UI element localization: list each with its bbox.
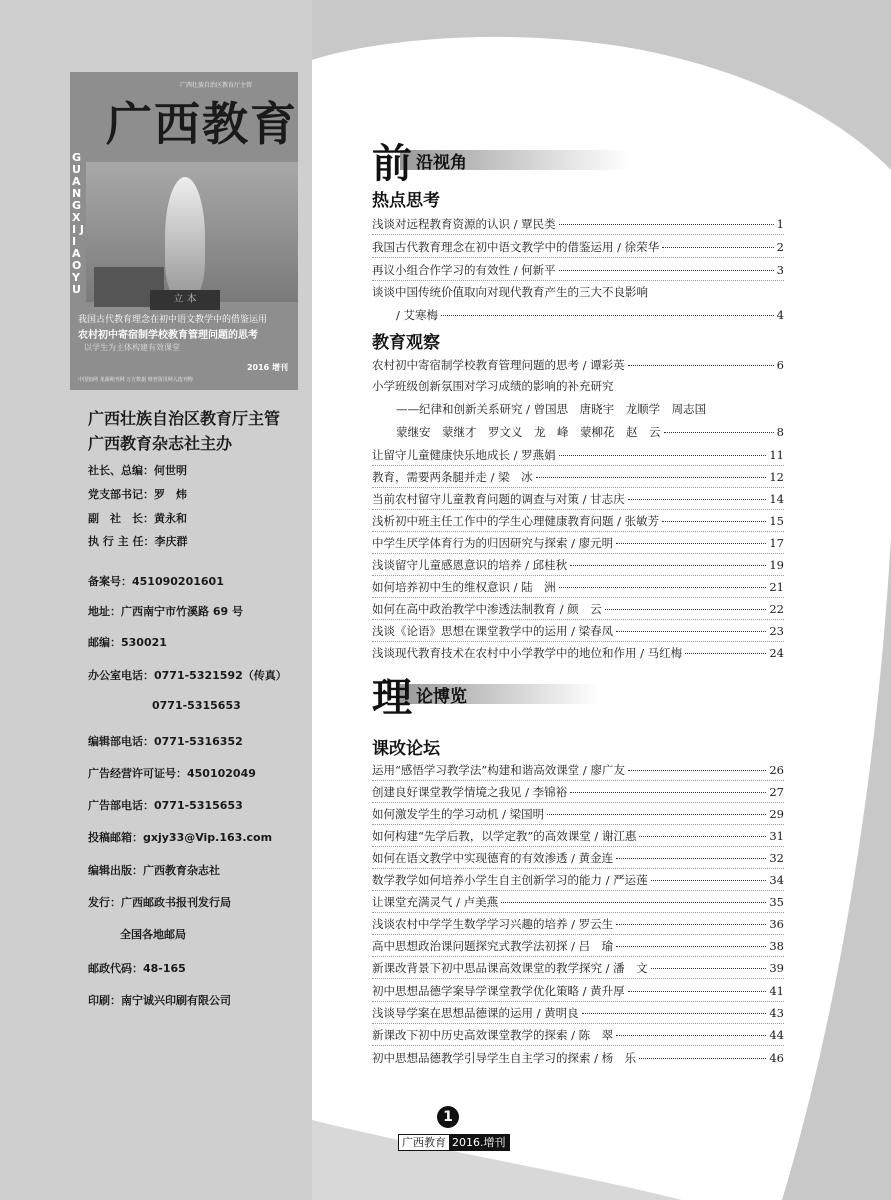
toc-entry[interactable]: 浅谈导学案在思想品德课的运用 / 黄明良 43 <box>372 1006 784 1020</box>
cover-vertical-text: GUANGXI JIAOYU <box>72 151 85 296</box>
toc-entry[interactable]: 农村初中寄宿制学校教育管理问题的思考 / 谭彩英 6 <box>372 358 784 372</box>
toc-entry[interactable]: 浅谈农村中学学生数学学习兴趣的培养 / 罗云生 36 <box>372 917 784 931</box>
staff-line: 副 社 长：黄永和 <box>88 512 187 525</box>
toc-entry[interactable]: 初中思想品德学案导学课堂教学优化策略 / 黄升厚 41 <box>372 984 784 998</box>
divider <box>372 597 784 598</box>
section-title: 沿视角 <box>416 153 467 173</box>
toc-entry[interactable]: 如何在高中政治教学中渗透法制教育 / 颜 云 22 <box>372 602 784 616</box>
section-title-big-char: 理 <box>372 674 412 721</box>
info-line: 投稿邮箱：gxjy33@Vip.163.com <box>88 831 273 844</box>
divider <box>372 257 784 258</box>
divider <box>372 890 784 891</box>
footer-issue: 2016.增刊 <box>449 1135 509 1150</box>
cover-headline-1: 我国古代教育理念在初中语文教学中的借鉴运用 <box>78 315 268 325</box>
footer-journal-tag <box>398 1134 510 1151</box>
divider <box>372 846 784 847</box>
divider <box>372 912 784 913</box>
divider <box>372 487 784 488</box>
divider <box>372 956 784 957</box>
toc-entry[interactable]: 浅谈对远程教育资源的认识 / 覃民类 1 <box>372 217 784 231</box>
info-line: 地址：广西南宁市竹溪路 69 号 <box>88 605 243 618</box>
info-line: 办公室电话：0771-5321592（传真） <box>88 669 287 682</box>
toc-entry[interactable]: 我国古代教育理念在初中语文教学中的借鉴运用 / 徐荣华 2 <box>372 240 784 254</box>
subsection-heading: 教育观察 <box>372 333 440 353</box>
toc-entry[interactable]: 浅谈现代教育技术在农村中小学教学中的地位和作用 / 马红梅 24 <box>372 646 784 660</box>
toc-entry[interactable]: 让课堂充满灵气 / 卢美燕 35 <box>372 895 784 909</box>
divider <box>372 234 784 235</box>
divider <box>372 509 784 510</box>
section-title: 论博览 <box>416 687 467 707</box>
info-line: 备案号：451090201601 <box>88 575 224 588</box>
divider <box>372 802 784 803</box>
staff-line: 执 行 主 任：李庆群 <box>88 535 188 548</box>
toc-entry[interactable]: 浅析初中班主任工作中的学生心理健康教育问题 / 张敏芳 15 <box>372 514 784 528</box>
toc-entry[interactable]: 新课改下初中历史高效课堂教学的探索 / 陈 翠 44 <box>372 1028 784 1042</box>
toc-entry[interactable]: 如何在语文教学中实现德育的有效渗透 / 黄金连 32 <box>372 851 784 865</box>
divider <box>372 531 784 532</box>
toc-entry[interactable]: 新课改背景下初中思品课高效课堂的教学探究 / 潘 文 39 <box>372 961 784 975</box>
toc-entry[interactable]: 当前农村留守儿童教育问题的调查与对策 / 甘志庆 14 <box>372 492 784 506</box>
info-line: 广告部电话：0771-5315653 <box>88 799 243 812</box>
divider <box>372 1023 784 1024</box>
toc-entry[interactable]: 蒙继安 蒙继才 罗文义 龙 峰 蒙柳花 赵 云 8 <box>396 425 784 439</box>
info-line: 广告经营许可证号：450102049 <box>88 767 256 780</box>
subsection-heading: 课改论坛 <box>372 739 440 759</box>
toc-entry[interactable]: 浅谈《论语》思想在课堂教学中的运用 / 梁春凤 23 <box>372 624 784 638</box>
info-line: 编辑部电话：0771-5316352 <box>88 735 243 748</box>
toc-entry[interactable]: 浅谈留守儿童感恩意识的培养 / 邱桂秋 19 <box>372 558 784 572</box>
info-line: 全国各地邮局 <box>120 928 186 941</box>
toc-entry-title[interactable]: 小学班级创新氛围对学习成绩的影响的补充研究 <box>372 379 614 393</box>
divider <box>372 780 784 781</box>
divider <box>372 575 784 576</box>
toc-entry[interactable]: 再议小组合作学习的有效性 / 何新平 3 <box>372 263 784 277</box>
divider <box>372 280 784 281</box>
divider <box>372 619 784 620</box>
cover-statue <box>165 177 205 297</box>
sponsor-line: 广西壮族自治区教育厅主管 <box>88 409 281 428</box>
cover-top-text: 广西壮族自治区教育厅主管 <box>180 82 253 89</box>
cover-headline-2: 农村初中寄宿制学校教育管理问题的思考 <box>78 330 258 341</box>
divider <box>372 465 784 466</box>
cover-statue-label: 立 本 <box>150 290 220 310</box>
toc-entry[interactable]: / 艾寒梅 4 <box>396 308 784 322</box>
cover-headline-3: 以学生为主体构建有效课堂 <box>84 343 180 352</box>
toc-entry[interactable]: 创建良好课堂教学情境之我见 / 李锦裕 27 <box>372 785 784 799</box>
info-line: 0771-5315653 <box>152 699 241 712</box>
subsection-heading: 热点思考 <box>372 191 440 211</box>
divider <box>372 641 784 642</box>
info-line: 编辑出版：广西教育杂志社 <box>88 864 220 877</box>
toc-entry[interactable]: 如何培养初中生的维权意识 / 陆 洲 21 <box>372 580 784 594</box>
toc-entry[interactable]: 高中思想政治课问题探究式教学法初探 / 吕 瑜 38 <box>372 939 784 953</box>
info-line: 邮政代码：48-165 <box>88 962 186 975</box>
staff-line: 社长、总编：何世明 <box>88 464 187 477</box>
info-line: 发行：广西邮政书报刊发行局 <box>88 896 231 909</box>
cover-image <box>70 72 298 390</box>
toc-entry[interactable]: 让留守儿童健康快乐地成长 / 罗燕娟 11 <box>372 448 784 462</box>
toc-entry[interactable]: 如何构建“先学后教，以学定教”的高效课堂 / 谢江惠 31 <box>372 829 784 843</box>
toc-entry[interactable]: 教育，需要两条腿并走 / 梁 冰 12 <box>372 470 784 484</box>
toc-entry[interactable]: 中学生厌学体育行为的归因研究与探索 / 廖元明 17 <box>372 536 784 550</box>
cover-logo: 广西教育 <box>106 97 298 151</box>
cover-bottom-text: 中国知网 龙源期刊网 万方数据 维普资讯网入选刊物 <box>78 377 193 383</box>
divider <box>372 978 784 979</box>
cover-year: 2016 增刊 <box>246 363 288 372</box>
toc-entry[interactable]: 运用“感悟学习教学法”构建和谐高效课堂 / 廖广友 26 <box>372 763 784 777</box>
toc-entry[interactable]: 数学教学如何培养小学生自主创新学习的能力 / 严运莲 34 <box>372 873 784 887</box>
toc-entry[interactable]: 如何激发学生的学习动机 / 梁国明 29 <box>372 807 784 821</box>
page-number: 1 <box>437 1106 459 1128</box>
info-line: 邮编：530021 <box>88 636 167 649</box>
divider <box>372 1045 784 1046</box>
divider <box>372 934 784 935</box>
sponsor-line: 广西教育杂志社主办 <box>88 434 233 453</box>
info-line: 印刷：南宁诚兴印刷有限公司 <box>88 994 231 1007</box>
divider <box>372 824 784 825</box>
toc-entry-title[interactable]: 谈谈中国传统价值取向对现代教育产生的三大不良影响 <box>372 285 648 299</box>
divider <box>372 553 784 554</box>
staff-line: 党支部书记：罗 炜 <box>88 488 187 501</box>
toc-entry[interactable]: 初中思想品德教学引导学生自主学习的探索 / 杨 乐 46 <box>372 1051 784 1065</box>
section-title-big-char: 前 <box>372 140 412 187</box>
divider <box>372 868 784 869</box>
divider <box>372 1001 784 1002</box>
toc-entry-authors: ——纪律和创新关系研究 / 曾国思 唐晓宇 龙顺学 周志国 <box>396 402 707 416</box>
footer-journal-name: 广西教育 <box>399 1135 449 1150</box>
